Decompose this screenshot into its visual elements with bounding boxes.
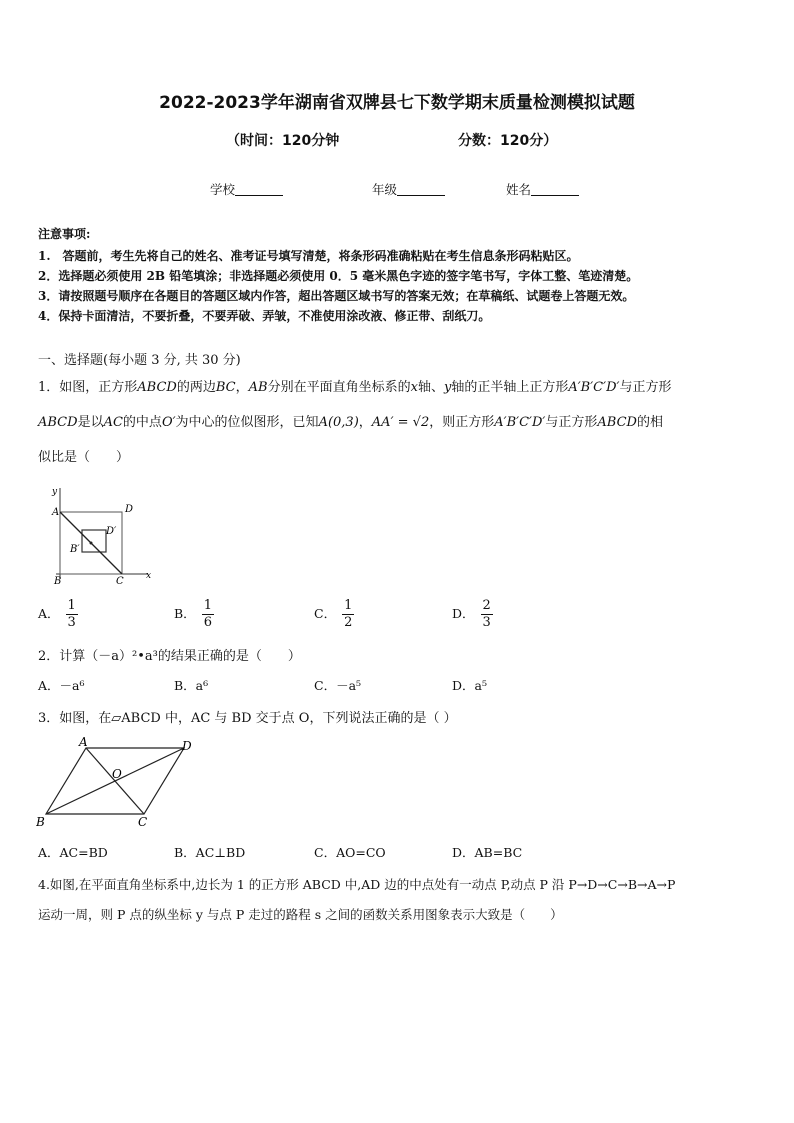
school-label: 学校 [210, 182, 236, 197]
name-blank[interactable] [531, 183, 579, 196]
label-c: C [138, 815, 148, 829]
grade-label: 年级 [372, 182, 398, 197]
q3-option-a[interactable]: A．AC=BD [38, 845, 108, 860]
label-b: B [36, 815, 45, 829]
q1-line3: 似比是（ ） [38, 450, 130, 465]
label-d: D [125, 504, 134, 515]
school-field[interactable] [210, 180, 283, 198]
center-o1 [90, 542, 93, 545]
q1-option-d[interactable]: D． $\frac{2}{3}$ [452, 598, 491, 630]
q3-text: 3．如图，在▱ABCD 中，AC 与 BD 交于点 O，下列说法正确的是（ ） [38, 711, 457, 726]
q2-option-d[interactable]: D．a⁵ [452, 678, 487, 693]
q3-option-d[interactable]: D．AB=BC [452, 845, 523, 860]
q3-option-c[interactable]: C．AO=CO [314, 845, 386, 860]
label-a: A [79, 736, 88, 749]
label-b: B [54, 576, 62, 586]
q1-line2: ABCD是以AC的中点O′为中心的位似图形，已知A(0,3)，AA′ = √2，则正方形A′B′C′D′与正方形ABCD的相 [38, 415, 663, 430]
notice-item: 1. 答题前，考生先将自己的姓名、准考证号填写清楚，将条形码准确粘贴在考生信息条形码粘贴区。 [38, 249, 579, 263]
q2-option-c[interactable]: C．－a⁵ [314, 678, 362, 693]
q2-option-a[interactable]: A．－a⁶ [38, 678, 85, 693]
grade-blank[interactable] [397, 183, 445, 196]
grade-field[interactable] [372, 180, 445, 198]
label-c: C [116, 576, 124, 586]
notice-item: 4．保持卡面清洁，不要折叠，不要弄破、弄皱，不准使用涂改液、修正带、刮纸刀。 [38, 309, 491, 323]
square-a1b1c1d1 [82, 530, 106, 552]
school-blank[interactable] [235, 183, 283, 196]
label-o: O [112, 767, 122, 781]
q1-option-b[interactable]: B． $\frac{1}{6}$ [174, 598, 212, 630]
notice-heading: 注意事项: [38, 227, 91, 241]
name-field[interactable] [506, 180, 579, 198]
q1-line1: 1．如图，正方形ABCD的两边BC，AB分别在平面直角坐标系的x轴、y轴的正半轴上正方形A′B′C′D′与正方形 [38, 380, 672, 395]
label-y: y [52, 487, 58, 497]
q1-figure [44, 482, 156, 586]
q1-option-c[interactable]: C． $\frac{1}{2}$ [314, 598, 353, 630]
label-b1: B′ [70, 544, 80, 555]
notice-item: 2．选择题必须使用 2B 铅笔填涂；非选择题必须使用 0．5 毫米黑色字迹的签字笔书写，字体工整、笔迹清楚。 [38, 269, 639, 283]
notice-item: 3．请按照题号顺序在各题目的答题区域内作答，超出答题区域书写的答案无效；在草稿纸、试题卷上答题无效。 [38, 289, 635, 303]
label-d1: D′ [106, 526, 117, 537]
q3-option-b[interactable]: B．AC⊥BD [174, 845, 246, 860]
page-title: 2022-2023学年湖南省双牌县七下数学期末质量检测模拟试题 [159, 93, 635, 113]
exam-time: （时间：120分钟 [226, 133, 340, 149]
q4-line2: 运动一周，则 P 点的纵坐标 y 与点 P 走过的路程 s 之间的函数关系用图象表示大致是（ ） [38, 907, 563, 922]
label-x: x [146, 571, 152, 581]
section-heading: 一、选择题(每小题 3 分, 共 30 分) [38, 353, 241, 368]
q4-line1: 4.如图,在平面直角坐标系中,边长为 1 的正方形 ABCD 中,AD 边的中点处有一动点 P,动点 P 沿 P→D→C→B→A→P [38, 877, 676, 892]
name-label: 姓名 [506, 182, 532, 197]
q2-option-b[interactable]: B．a⁶ [174, 678, 209, 693]
label-a: A [52, 507, 60, 518]
exam-score: 分数：120分） [458, 133, 558, 149]
q3-figure [36, 736, 206, 830]
label-d: D [182, 739, 192, 753]
q1-option-a[interactable]: A． $\frac{1}{3}$ [38, 598, 76, 630]
q2-text: 2．计算（－a）²•a³的结果正确的是（ ） [38, 649, 301, 664]
